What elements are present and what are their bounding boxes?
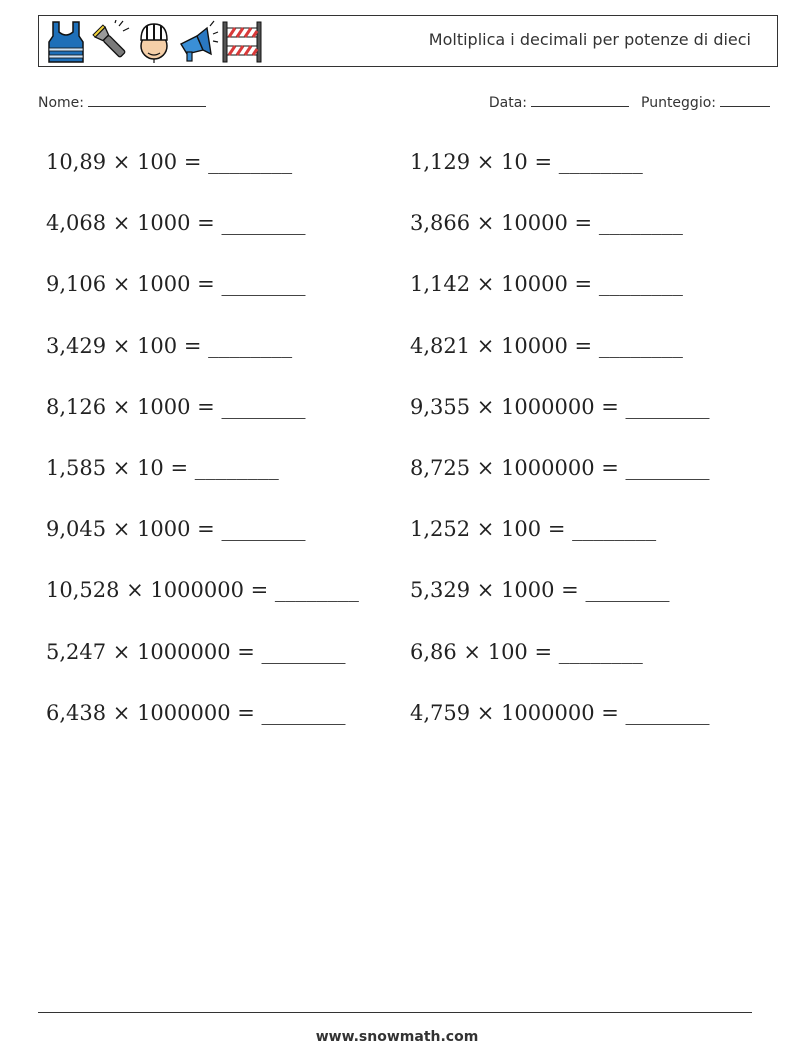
problem-13: 9,045 × 1000 = ________ <box>46 517 306 542</box>
problem-7: 3,429 × 100 = ________ <box>46 333 293 358</box>
problem-5: 9,106 × 1000 = ________ <box>46 272 306 297</box>
problem-row <box>0 140 794 201</box>
problem-18: 6,86 × 100 = ________ <box>410 639 643 664</box>
problem-row <box>0 630 794 691</box>
problem-row <box>0 446 794 507</box>
footer-url[interactable]: www.snowmath.com <box>315 1029 479 1045</box>
date-score-fields <box>489 94 770 111</box>
problem-row <box>0 507 794 568</box>
problem-row <box>0 385 794 446</box>
problem-17: 5,247 × 1000000 = ________ <box>46 639 346 664</box>
problem-row <box>0 324 794 385</box>
problem-12: 8,725 × 1000000 = ________ <box>410 455 710 480</box>
footer-divider <box>38 1012 752 1013</box>
score-label: Punteggio: <box>641 95 716 111</box>
problem-8: 4,821 × 10000 = ________ <box>410 333 683 358</box>
problem-19: 6,438 × 1000000 = ________ <box>46 700 346 725</box>
problem-6: 1,142 × 10000 = ________ <box>410 272 683 297</box>
name-blank[interactable] <box>88 94 206 107</box>
flashlight-icon <box>89 20 131 64</box>
problem-3: 4,068 × 1000 = ________ <box>46 211 306 236</box>
problem-row <box>0 691 794 752</box>
worksheet-title: Moltiplica i decimali per potenze di dieci <box>428 30 751 49</box>
problems-grid <box>0 140 794 752</box>
header-icons <box>45 19 263 65</box>
date-blank[interactable] <box>531 94 629 107</box>
problem-20: 4,759 × 1000000 = ________ <box>410 700 710 725</box>
problem-15: 10,528 × 1000000 = ________ <box>46 578 359 603</box>
problem-row <box>0 568 794 629</box>
problem-row <box>0 201 794 262</box>
road-barrier-icon <box>221 20 263 64</box>
date-label: Data: <box>488 95 527 111</box>
problem-4: 3,866 × 10000 = ________ <box>410 211 683 236</box>
guard-face-icon <box>133 20 175 64</box>
problem-11: 1,585 × 10 = ________ <box>46 455 279 480</box>
problem-10: 9,355 × 1000000 = ________ <box>410 394 710 419</box>
problem-14: 1,252 × 100 = ________ <box>410 517 657 542</box>
name-label: Nome: <box>38 95 85 111</box>
megaphone-icon <box>177 20 219 64</box>
safety-vest-icon <box>45 20 87 64</box>
problem-16: 5,329 × 1000 = ________ <box>410 578 670 603</box>
score-blank[interactable] <box>720 94 770 107</box>
header-box <box>38 15 778 67</box>
problem-9: 8,126 × 1000 = ________ <box>46 394 306 419</box>
problem-2: 1,129 × 10 = ________ <box>410 150 643 174</box>
problem-row <box>0 262 794 323</box>
name-field <box>38 94 206 111</box>
problem-1: 10,89 × 100 = ________ <box>46 150 293 174</box>
